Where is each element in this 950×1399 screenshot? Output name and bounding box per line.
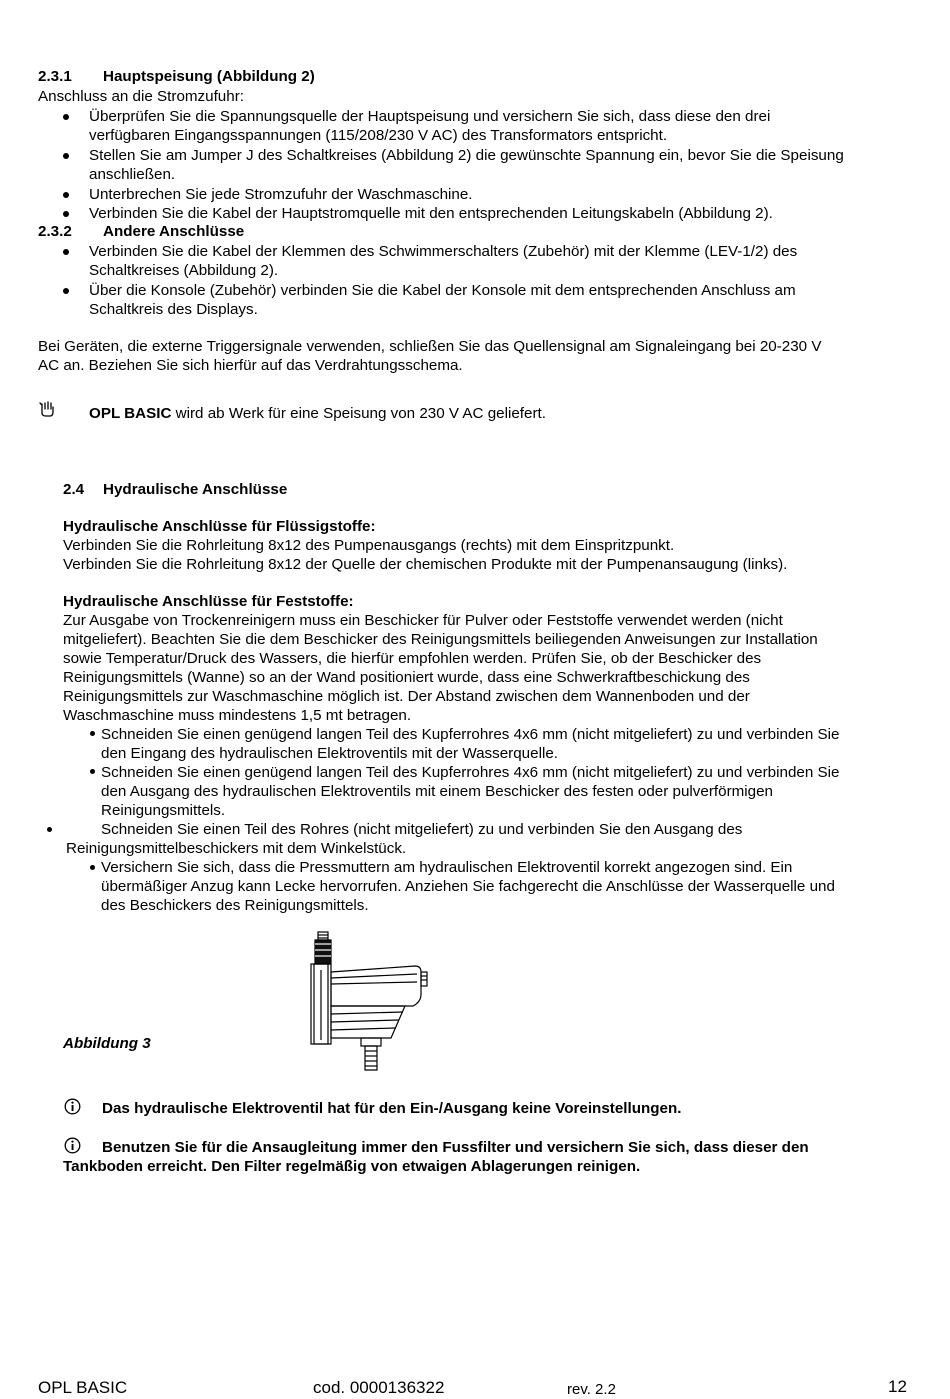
bullet-dot	[90, 865, 95, 870]
list-item: Schneiden Sie einen Teil des Rohres (nicht mitgeliefert) zu und verbinden Sie den Ausgang des	[101, 821, 743, 838]
list-item-cont: anschließen.	[89, 166, 176, 183]
footer-code: cod. 0000136322	[313, 1378, 445, 1397]
bullet-dot	[63, 114, 69, 120]
section-number-2-4: 2.4	[63, 481, 85, 498]
figure-caption: Abbildung 3	[63, 1035, 151, 1052]
section-title-2-3-1: Hauptspeisung (Abbildung 2)	[103, 68, 315, 85]
bullet-dot	[47, 827, 52, 832]
list-item: Versichern Sie sich, dass die Pressmuttern am hydraulischen Elektroventil korrekt angezogen sind. Ein	[101, 859, 793, 876]
list-item-cont: verfügbaren Eingangsspannungen (115/208/230 V AC) des Transformators entspricht.	[89, 127, 668, 144]
page-number: 12	[888, 1377, 907, 1396]
solenoid-valve-drawing	[305, 930, 435, 1075]
footer-revision: rev. 2.2	[567, 1381, 616, 1398]
solid-paragraph-line: Waschmaschine muss mindestens 1,5 mt betragen.	[63, 707, 412, 724]
trigger-paragraph-line: AC an. Beziehen Sie sich hierfür auf das Verdrahtungsschema.	[38, 357, 463, 374]
bullet-dot	[63, 288, 69, 294]
info-note-1: Das hydraulische Elektroventil hat für den Ein-/Ausgang keine Voreinstellungen.	[102, 1100, 682, 1117]
info-note-2-cont: Tankboden erreicht. Den Filter regelmäßig von etwaigen Ablagerungen reinigen.	[63, 1158, 641, 1175]
liquid-heading: Hydraulische Anschlüsse für Flüssigstoffe:	[63, 518, 376, 535]
list-item: Schneiden Sie einen genügend langen Teil des Kupferrohres 4x6 mm (nicht mitgeliefert) zu und verbinden Sie	[101, 726, 840, 743]
info-icon	[64, 1137, 81, 1154]
list-item-cont: Schaltkreis des Displays.	[89, 301, 258, 318]
solid-heading: Hydraulische Anschlüsse für Feststoffe:	[63, 593, 354, 610]
bullet-dot	[63, 153, 69, 159]
bullet-dot	[63, 249, 69, 255]
note-text: wird ab Werk für eine Speisung von 230 V AC geliefert.	[171, 405, 546, 422]
solid-paragraph-line: Zur Ausgabe von Trockenreinigern muss ein Beschicker für Pulver oder Feststoffe verwendet werden (nicht	[63, 612, 783, 629]
liquid-line: Verbinden Sie die Rohrleitung 8x12 des Pumpenausgangs (rechts) mit dem Einspritzpunkt.	[63, 537, 675, 554]
info-note-2: Benutzen Sie für die Ansaugleitung immer den Fussfilter und versichern Sie sich, dass dieser den	[102, 1139, 809, 1156]
note-product-name: OPL BASIC	[89, 405, 172, 422]
bullet-dot	[90, 731, 95, 736]
solid-paragraph-line: sowie Temperatur/Druck des Wassers, die hierfür empfohlen werden. Prüfen Sie, ob der Beschicker des	[63, 650, 762, 667]
solid-paragraph-line: Reinigungsmittels zur Waschmaschine möglich ist. Der Abstand zwischen dem Wannenboden und der	[63, 688, 750, 705]
list-item: Stellen Sie am Jumper J des Schaltkreises (Abbildung 2) die gewünschte Spannung ein, bevor Sie die Speisung	[89, 147, 844, 164]
list-item: Verbinden Sie die Kabel der Klemmen des Schwimmerschalters (Zubehör) mit der Klemme (LEV-1/2) des	[89, 243, 798, 260]
liquid-line: Verbinden Sie die Rohrleitung 8x12 der Quelle der chemischen Produkte mit der Pumpenansaugung (links).	[63, 556, 788, 573]
section-intro: Anschluss an die Stromzufuhr:	[38, 88, 244, 105]
list-item: Überprüfen Sie die Spannungsquelle der Hauptspeisung und versichern Sie sich, dass diese den drei	[89, 108, 771, 125]
hand-note	[89, 404, 546, 423]
list-item-cont: übermäßiger Anzug kann Lecke hervorrufen. Anziehen Sie fachgerecht die Anschlüsse der Wasserquelle und	[101, 878, 835, 895]
list-item: Unterbrechen Sie jede Stromzufuhr der Waschmaschine.	[89, 186, 473, 203]
bullet-dot	[63, 192, 69, 198]
list-item-cont: den Ausgang des hydraulischen Elektroventils mit einem Beschicker des festen oder pulverförmigen	[101, 783, 773, 800]
bullet-dot	[63, 211, 69, 217]
solid-paragraph-line: mitgeliefert). Beachten Sie die dem Beschicker des Reinigungsmittels beiliegenden Anweisungen zur Installation	[63, 631, 818, 648]
list-item-cont: Schaltkreises (Abbildung 2).	[89, 262, 279, 279]
pointing-hand-icon	[38, 400, 58, 418]
info-icon	[64, 1098, 81, 1115]
list-item: Über die Konsole (Zubehör) verbinden Sie die Kabel der Konsole mit dem entsprechenden Anschluss am	[89, 282, 796, 299]
list-item: Verbinden Sie die Kabel der Hauptstromquelle mit den entsprechenden Leitungskabeln (Abbildung 2).	[89, 205, 773, 222]
list-item-cont: des Beschickers des Reinigungsmittels.	[101, 897, 369, 914]
section-number-2-3-2: 2.3.2	[38, 223, 72, 240]
bullet-dot	[90, 769, 95, 774]
list-item-cont: Reinigungsmittels.	[101, 802, 226, 819]
trigger-paragraph-line: Bei Geräten, die externe Triggersignale verwenden, schließen Sie das Quellensignal am Signaleingang bei 20-230 V	[38, 338, 822, 355]
section-number-2-3-1: 2.3.1	[38, 68, 72, 85]
section-title-2-3-2: Andere Anschlüsse	[103, 223, 245, 240]
list-item: Schneiden Sie einen genügend langen Teil des Kupferrohres 4x6 mm (nicht mitgeliefert) zu und verbinden Sie	[101, 764, 840, 781]
list-item-cont: den Eingang des hydraulischen Elektroventils mit der Wasserquelle.	[101, 745, 558, 762]
section-title-2-4: Hydraulische Anschlüsse	[103, 481, 288, 498]
footer-product: OPL BASIC	[38, 1378, 128, 1397]
solid-paragraph-line: Reinigungsmittels (Wanne) so an der Wand positioniert wurde, dass eine Schwerkraftbeschickung des	[63, 669, 750, 686]
list-item-cont: Reinigungsmittelbeschickers mit dem Winkelstück.	[66, 840, 407, 857]
